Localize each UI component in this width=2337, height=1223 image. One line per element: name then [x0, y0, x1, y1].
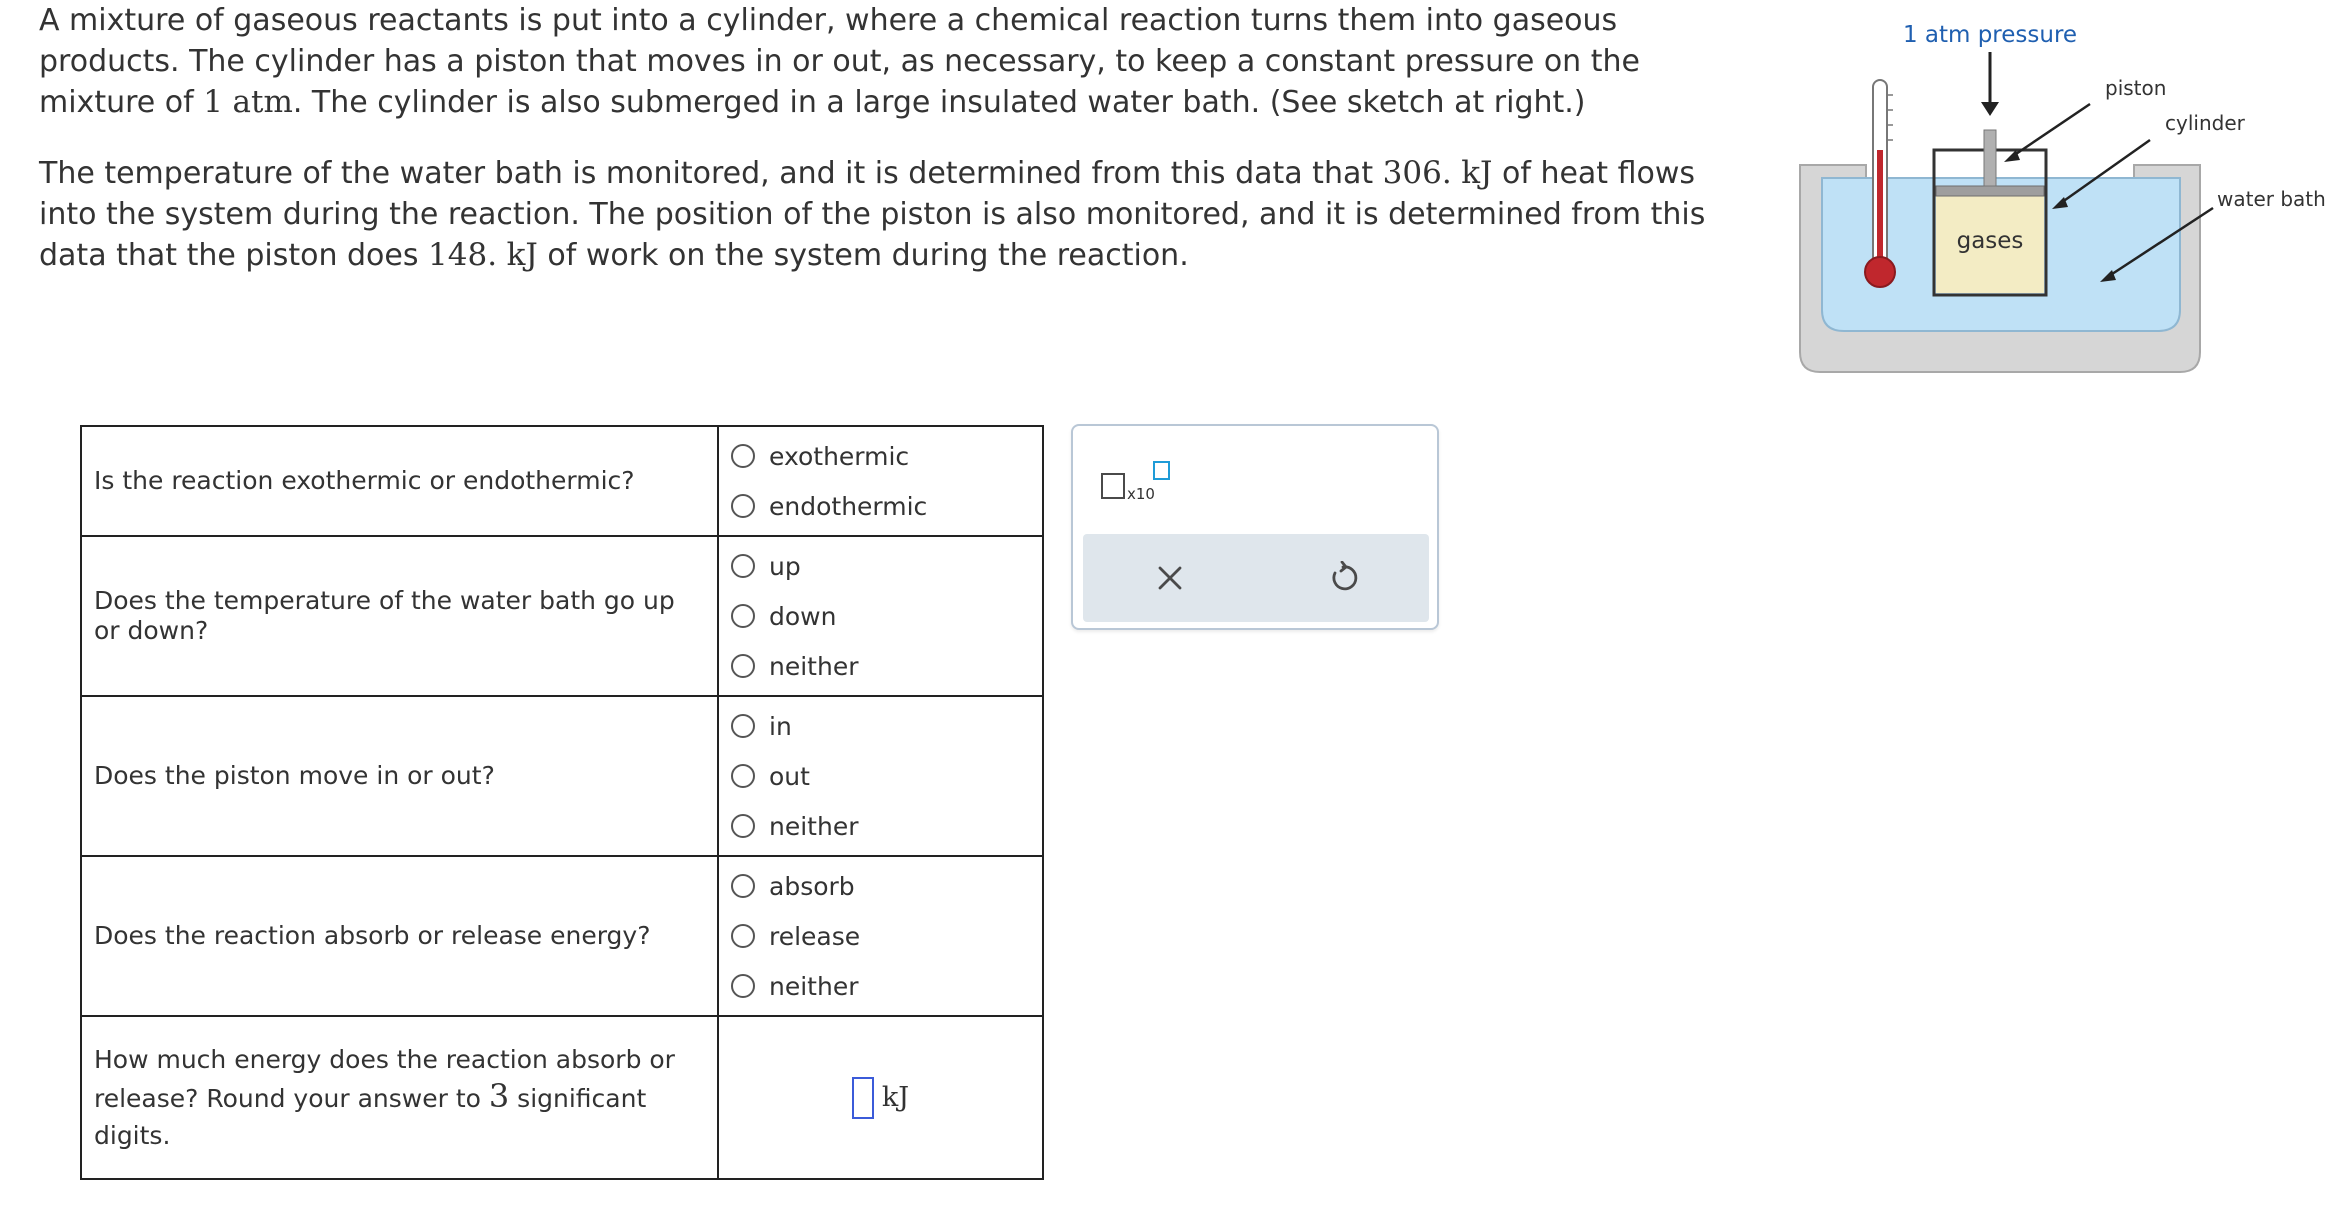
problem-text: of heat flows into the system during the reaction. The position of the piston is also monitored, and it is determined from this data that the piston does — [39, 156, 1706, 273]
answer-options — [718, 696, 1043, 856]
thermometer-mercury — [1877, 150, 1883, 270]
radio-button[interactable] — [731, 554, 755, 578]
pressure-label: 1 atm pressure — [1902, 22, 2078, 48]
radio-button[interactable] — [731, 974, 755, 998]
cylinder-label: cylinder — [2165, 111, 2245, 135]
answer-options — [718, 856, 1043, 1016]
problem-paragraph-1 — [39, 0, 1759, 123]
radio-button[interactable] — [731, 444, 755, 468]
problem-text: . The cylinder is also submerged in a large insulated water bath. (See sketch at right.) — [292, 85, 1586, 120]
scientific-notation-icon[interactable] — [1101, 461, 1163, 511]
question-text: significant digits. — [94, 1084, 647, 1150]
undo-button[interactable] — [1256, 534, 1429, 622]
clear-icon — [1155, 563, 1185, 593]
radio-button[interactable] — [731, 604, 755, 628]
answer-options — [718, 426, 1043, 536]
radio-button[interactable] — [731, 924, 755, 948]
question-row — [81, 856, 1043, 1016]
mantissa-box — [1101, 473, 1125, 499]
energy-answer-cell — [718, 1016, 1043, 1179]
option-in[interactable] — [731, 701, 1042, 751]
pressure-arrowhead — [1981, 102, 1999, 116]
clear-button[interactable] — [1083, 534, 1256, 622]
option-label: down — [769, 601, 837, 631]
thermometer-bulb — [1865, 257, 1895, 287]
toolbox-actions — [1083, 534, 1429, 622]
question-row — [81, 1016, 1043, 1179]
option-neither[interactable] — [731, 641, 1042, 691]
question-text: Is the reaction exothermic or endothermic? — [81, 426, 718, 536]
option-label: up — [769, 551, 801, 581]
question-text: Does the piston move in or out? — [81, 696, 718, 856]
pressure-value: 1 — [203, 84, 223, 120]
work-unit: kJ — [506, 237, 538, 273]
question-table — [80, 425, 1044, 1180]
problem-statement — [39, 0, 1759, 276]
piston-rod — [1984, 130, 1996, 186]
piston-label: piston — [2105, 76, 2167, 100]
work-value: 148. — [428, 237, 498, 273]
option-down[interactable] — [731, 591, 1042, 641]
pressure-unit: atm — [232, 84, 293, 120]
radio-button[interactable] — [731, 654, 755, 678]
option-label: absorb — [769, 871, 855, 901]
option-label: neither — [769, 971, 859, 1001]
radio-button[interactable] — [731, 874, 755, 898]
energy-question-text — [81, 1016, 718, 1179]
radio-button[interactable] — [731, 494, 755, 518]
question-row — [81, 536, 1043, 696]
heat-value: 306. — [1382, 155, 1452, 191]
piston-pointer — [2010, 104, 2090, 158]
energy-answer — [719, 1077, 1042, 1119]
question-text: How much energy does the reaction absorb or release? Round your answer to — [94, 1045, 675, 1113]
apparatus-sketch — [1780, 0, 2337, 390]
answer-toolbox — [1071, 424, 1439, 630]
energy-answer-input[interactable] — [852, 1077, 874, 1119]
question-text: Does the temperature of the water bath go up or down? — [81, 536, 718, 696]
undo-icon — [1326, 561, 1360, 595]
heat-unit: kJ — [1461, 155, 1493, 191]
answer-options — [718, 536, 1043, 696]
question-row — [81, 426, 1043, 536]
exponent-box — [1153, 461, 1170, 480]
option-label: exothermic — [769, 441, 910, 471]
option-label: neither — [769, 811, 859, 841]
option-absorb[interactable] — [731, 861, 1042, 911]
option-label: neither — [769, 651, 859, 681]
option-endothermic[interactable] — [731, 481, 1042, 531]
energy-unit: kJ — [881, 1082, 910, 1113]
option-out[interactable] — [731, 751, 1042, 801]
question-text: Does the reaction absorb or release energy? — [81, 856, 718, 1016]
option-label: in — [769, 711, 792, 741]
problem-text: A mixture of gaseous reactants is put into a cylinder, where a chemical reaction turns them into gaseous products. The cylinder has a piston that moves in or out, as necessary, to keep a constant pressure on the mixture of — [39, 3, 1640, 120]
option-label: release — [769, 921, 861, 951]
radio-button[interactable] — [731, 814, 755, 838]
option-label: out — [769, 761, 810, 791]
option-label: endothermic — [769, 491, 928, 521]
option-release[interactable] — [731, 911, 1042, 961]
piston-plate — [1936, 186, 2044, 196]
option-up[interactable] — [731, 541, 1042, 591]
radio-button[interactable] — [731, 764, 755, 788]
problem-text: of work on the system during the reaction. — [537, 238, 1189, 273]
question-row — [81, 696, 1043, 856]
times-ten-label: x10 — [1127, 485, 1155, 503]
radio-button[interactable] — [731, 714, 755, 738]
gases-label: gases — [1956, 228, 2024, 254]
problem-text: The temperature of the water bath is monitored, and it is determined from this data that — [39, 156, 1383, 191]
water-bath-label: water bath — [2217, 187, 2326, 211]
option-neither[interactable] — [731, 961, 1042, 1011]
option-exothermic[interactable] — [731, 431, 1042, 481]
option-neither[interactable] — [731, 801, 1042, 851]
sig-figs-value: 3 — [488, 1077, 510, 1115]
problem-paragraph-2 — [39, 153, 1759, 276]
